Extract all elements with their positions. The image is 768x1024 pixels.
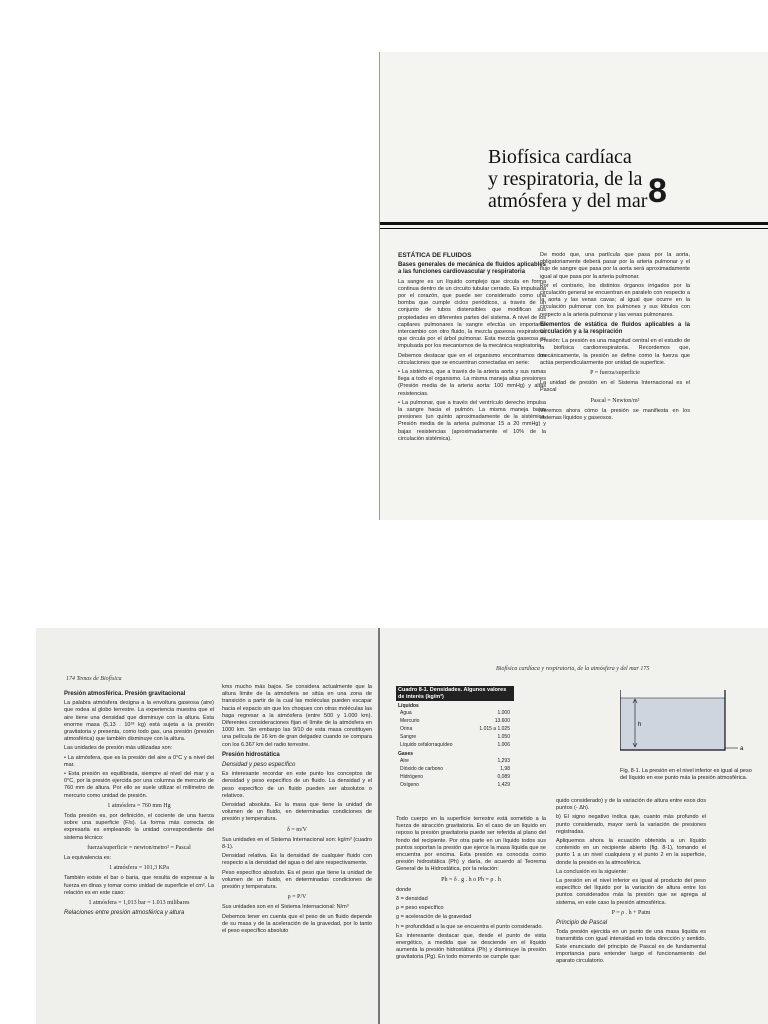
height-label: h <box>638 722 642 728</box>
paragraph: • La sistémica, que a través de la arteria aorta y sus ramas llega a todo el organismo. La misma maneja altas presiones (Presión media de la arteria aorta: 100 mmHg) y altas resistencias. <box>398 369 546 397</box>
paragraph: Sus unidades son en el Sistema Internacional: N/m³ <box>222 904 349 911</box>
table-cell: 1,429 <box>497 782 510 788</box>
table-cell: Mercurio <box>400 718 420 724</box>
table-cell: Hidrógeno <box>400 774 424 780</box>
table-cell: Orina <box>400 726 413 732</box>
density-table <box>396 686 514 789</box>
table-cell: 1.006 <box>497 742 510 748</box>
paragraph: quido considerado) y de la variación de altura entre esos dos puntos (- Δh). <box>556 798 706 812</box>
table-cell: Agua <box>400 710 412 716</box>
table-cell: 1.000 <box>497 710 510 716</box>
table-cell: Líquido cefalorraquídeo <box>400 742 453 748</box>
paragraph: La sangre es un líquido complejo que circula en forma continua dentro de un circuito tubular cerrado. Es impulsada por el corazón, que puede ser considerado como una bomba que cumple ciclos periódicos, a través de un conjunto de tubos distensibles que modifican sus propiedades en diferentes partes del sistema. A nivel de los capilares pulmonares la sangre efectúa un importante intercambio con otro fluido, la mezcla gaseosa respiratoria, que circula por el árbol pulmonar. Esta mezcla gaseosa es impulsada por los mecanismos de la mecánica respiratoria. <box>398 278 546 350</box>
subsection-heading: Principio de Pascal <box>556 920 608 927</box>
paragraph: Todo cuerpo en la superficie terrestre está sometido a la fuerza de atracción gravitatoria. En el caso de un líquido en reposo la presión gravitatoria puede ser referida al plano del fondo del recipiente. Por otra parte en un líquido todos sus puntos soportan la presión que ejerce la masa líquida que se encuentra por encima. Esta presión es conocida como presión hidrostática (Ph) y daría, de acuerdo al Teorema General de la Hidrostática, por la relación: <box>396 816 546 873</box>
paragraph: Toda presión ejercida en un punto de una masa líquida es transmitida con igual intensidad en toda dirección y sentido. Este enunciado del principio de Pascal es de fundamental importancia para entender luego el funcionamiento del aparato circulatorio. <box>556 929 706 965</box>
paragraph: Apliquemos ahora la ecuación obtenida a un líquido contenido en un recipiente abierto (fig. 8-1), tomando el punto 1 a un nivel cualquiera y el punto 2 en la superficie, donde la presión es la atmosférica. <box>556 838 706 866</box>
paragraph: La palabra atmósfera designa a la envoltura gaseosa (aire) que rodea al globo terrestre. La experiencia muestra que el aire tiene una densidad que disminuye con la altura. Esta enorme masa (5,13 . 10¹⁸ kg) está sujeta a la presión gravitatoria y presenta, como todo gas, una presión (presión atmosférica) que también disminuye con la altura. <box>64 700 214 743</box>
table-group: Gases <box>398 751 414 757</box>
running-head: Biofísica cardíaca y respiratoria, de la atmósfera y del mar 175 <box>496 666 650 672</box>
paragraph: La presión en el nivel inferior es igual al producto del peso específico del líquido por la variación de altura entre los puntos considerados más la presión que se agrega al sistema, en este caso la presión atmosférica. <box>556 878 706 906</box>
formula: fuerza/superficie = newton/metro² = Pascal <box>87 844 191 851</box>
paragraph: Debemos destacar que en el organismo encontramos dos circulaciones que se encuentran conectadas en serie: <box>398 352 546 366</box>
chapter-title-line: Biofísica cardíaca <box>488 146 632 168</box>
formula: 1 atmósfera = 1,013 bar = 1.013 milibares <box>88 900 190 907</box>
paragraph: La equivalencia es: <box>64 855 112 862</box>
table-row <box>396 717 514 725</box>
table-group: Líquidos <box>398 703 419 709</box>
paragraph: Densidad relativa. Es la densidad de cualquier fluido con respecto a la densidad del agua o del aire respectivamente. <box>222 853 372 867</box>
table-row <box>396 741 514 749</box>
table-cell: Sangre <box>400 734 417 740</box>
table-row <box>396 757 514 765</box>
subsection-heading: Bases generales de mecánica de fluidos aplicables a las funciones cardiovascular y respiratoria <box>398 262 546 276</box>
paragraph: Sus unidades en el Sistema Internacional son: kg/m³ (cuadro 8-1). <box>222 836 372 851</box>
table-row <box>396 773 514 781</box>
paragraph: Por el contrario, los distintos órganos irrigados por la circulación general se encuentran en paralelo con respecto a la aorta y las venas cavas; al igual que ocurre en la circulación pulmonar con los pulmones y sus lóbulos con respecto a la arteria pulmonar y las venas pulmonares. <box>540 282 690 318</box>
formula: Ph = δ . g . h o Ph = ρ . h <box>441 876 501 883</box>
page-175-column-2 <box>556 798 706 967</box>
liquid-fill <box>620 698 725 750</box>
table-cell: 1.015 a 1.025 <box>479 726 510 732</box>
subsection-heading: Elementos de estática de fluidos aplicables a la circulación y a la respiración <box>540 321 690 336</box>
page-175 <box>380 628 768 1024</box>
table-row <box>396 709 514 717</box>
paragraph: Es interesante destacar que, desde el punto de vista energético, a medida que se desciende en el líquido aumenta la presión hidrostática (Ph) y disminuye la presión gravitatoria (Pg). En todo momento se cumple que: <box>396 932 546 961</box>
formula: 1 atmósfera = 760 mm Hg <box>107 802 171 809</box>
top-right-column <box>540 252 690 424</box>
paragraph: Toda presión es, por definición, el cociente de una fuerza sobre una superficie (F/s). La forma más correcta de expresarla es empleando la unidad correspondiente del sistema técnico: <box>64 813 214 841</box>
formula: Pascal = Newton/m² <box>590 397 640 404</box>
table-title: Cuadro 8-1. Densidades. Algunos valores de interés (kg/m³) <box>396 686 514 701</box>
top-left-column <box>398 252 546 445</box>
paragraph: donde <box>396 886 412 893</box>
paragraph: La unidad de presión en el Sistema Internacional es el Pascal <box>540 380 690 394</box>
subsection-heading: Relaciones entre presión atmosférica y altura <box>64 910 185 917</box>
table-cell: 13.600 <box>494 718 510 724</box>
paragraph: De modo que, una partícula que pasa por la aorta, obligatoriamente deberá pasar por la arteria pulmonar y el flujo de sangre que pasa por la aorta será aproximadamente igual al que pasa por la arteria pulmonar. <box>540 252 690 280</box>
figure-caption: Fig. 8-1. La presión en el nivel inferior es igual al peso del líquido en ese punto más la presión atmosférica. <box>620 768 752 781</box>
page-174-column-2 <box>222 684 372 937</box>
chapter-number: 8 <box>648 172 667 210</box>
paragraph: • Esta presión es equilibrada, siempre al nivel del mar y a 0°C, por la presión ejercida por una columna de mercurio de 760 mm de altura. Por ello se suele utilizar el milímetro de mercurio como unidad de presión. <box>64 771 214 799</box>
table-cell: 1,293 <box>497 758 510 764</box>
formula: 1 atmósfera = 101,3 KPa <box>109 865 169 872</box>
subsection-heading: Presión hidrostática <box>222 751 280 758</box>
definition: ρ = peso específico <box>396 905 444 912</box>
table-row <box>396 781 514 789</box>
chapter-rule <box>380 222 768 225</box>
paragraph: Las unidades de presión más utilizadas son: <box>64 745 173 752</box>
formula: δ = m/V <box>287 826 307 833</box>
paragraph: Veremos ahora cómo la presión se manifiesta en los sistemas líquidos y gaseosos. <box>540 407 690 422</box>
container-figure <box>620 690 750 760</box>
subsection-heading: Densidad y peso específico <box>222 762 296 769</box>
table-cell: 0,089 <box>497 774 510 780</box>
formula: P = ρ . h + Patm <box>611 909 651 916</box>
paragraph: Presión: La presión es una magnitud central en el estudio de la biofísica cardiorrespiratoria. Recordemos que, mecánicamente, la presión se define como la fuerza que actúa perpendicularmente por unidad de superficie. <box>540 338 690 366</box>
table-cell: Dióxido de carbono <box>400 766 444 772</box>
chapter-title <box>488 146 748 212</box>
page-174 <box>36 628 380 1024</box>
section-heading: ESTÁTICA DE FLUIDOS <box>398 252 472 259</box>
paragraph: La conclusión es la siguiente: <box>556 868 628 875</box>
definition: h = profundidad a la que se encuentra el punto considerado. <box>396 923 543 930</box>
paragraph: • La atmósfera, que es la presión del aire a 0°C y a nivel del mar. <box>64 754 214 768</box>
table-cell: 1,98 <box>500 766 510 772</box>
paragraph: Debemos tener en cuenta que el peso de un fluido depende de su masa y de la aceleración de la gravedad, por lo tanto el peso específico absoluto <box>222 913 372 935</box>
chapter-title-line: y respiratoria, de la <box>488 168 643 190</box>
subsection-heading: Presión atmosférica. Presión gravitacional <box>64 691 186 697</box>
paragraph: También existe el bar o baria, que resulta de expresar a la fuerza en dinas y tomar como unidad de superficie el cm². La relación es en este caso: <box>64 875 214 896</box>
table-cell: 1.050 <box>497 734 510 740</box>
point-label: a <box>740 746 744 752</box>
paragraph: Peso específico absoluto. Es el peso que tiene la unidad de volumen de un fluido, en determinadas condiciones de presión y temperatura. <box>222 869 372 891</box>
paragraph: b) El signo negativo indica que, cuanto más profundo el punto considerado, mayor será la variación de presiones registradas. <box>556 814 706 835</box>
running-head: 174 Temas de Biofísica <box>66 676 122 682</box>
page-175-column-1 <box>396 816 546 964</box>
page-174-column-1 <box>64 688 214 919</box>
paragraph: Es interesante recordar en este punto los conceptos de densidad y peso específico de un fluido. La densidad y el peso específico de un fluido pueden ser absolutos o relativos. <box>222 771 372 799</box>
table-row <box>396 765 514 773</box>
chapter-rule-thin <box>380 228 768 229</box>
table-row <box>396 733 514 741</box>
chapter-title-line: atmósfera y del mar <box>488 190 648 212</box>
table-row <box>396 725 514 733</box>
formula: ρ = P/V <box>287 894 307 901</box>
definition: g = aceleración de la gravedad <box>396 914 472 921</box>
definition: δ = densidad <box>396 896 428 903</box>
paragraph: Densidad absoluta. Es la masa que tiene la unidad de volumen de un fluido, en determinadas condiciones de presión y temperatura. <box>222 802 372 823</box>
chapter-opening-page <box>380 52 768 520</box>
paragraph: kms mucho más bajos. Se considera actualmente que la altura límite de la atmósfera se sitúa en una zona de transición a partir de la cual las moléculas pueden escapar hacia el espacio sin que los choques con otras moléculas las haga regresar a la atmósfera (entre 500 y 1.000 km). Diferentes consideraciones fijan el límite de la atmósfera en 1000 km. Sin embargo las 9/10 de esta masa constituyen una película de 16 km de gran delgadez cuando se compara con los 6.367 km del radio terrestre. <box>222 684 372 748</box>
formula: P = fuerza/superficie <box>590 370 640 377</box>
table-cell: Aire <box>400 758 409 764</box>
table-cell: Oxígeno <box>400 782 419 788</box>
paragraph: • La pulmonar, que a través del ventrículo derecho impulsa la sangre hacia el pulmón. La misma maneja bajas presiones (un quinto aproximadamente de la sistémica. Presión media de la arteria pulmonar 15 a 20 mmHg) y bajas resistencias (aproximadamente el 10% de la circulación sistémica). <box>398 399 546 442</box>
